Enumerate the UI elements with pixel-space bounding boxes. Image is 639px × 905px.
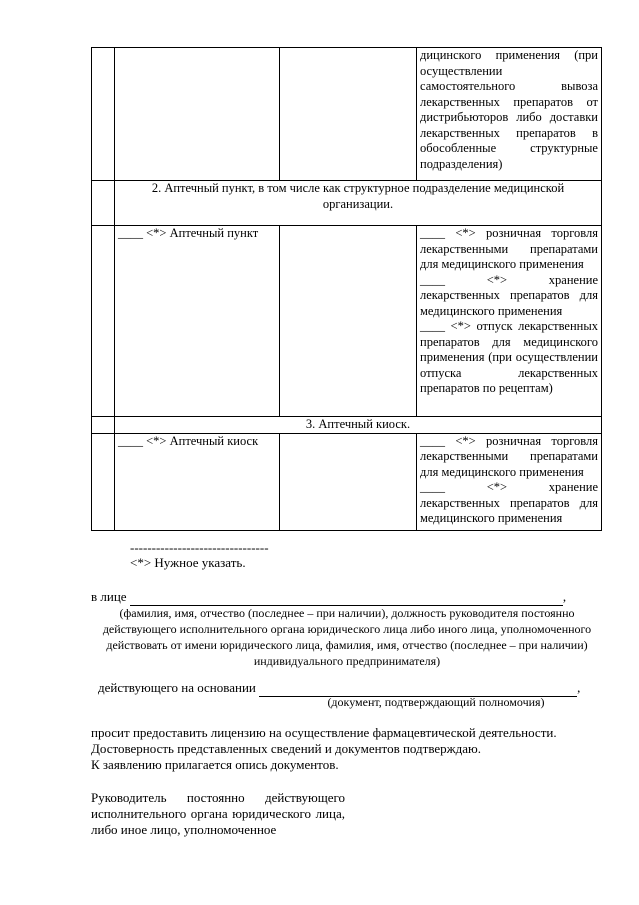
table-row — [92, 417, 602, 434]
footnote-separator: -------------------------------- — [130, 540, 269, 555]
license-activity-table — [91, 47, 602, 531]
person-line: в лице , — [91, 589, 567, 604]
table-row — [92, 433, 602, 530]
facility-type-cell: ____ <*> Аптечный пункт — [115, 226, 280, 417]
activity-item: ____ <*> хранение лекарственных препаратов для медицинского применения — [420, 272, 598, 318]
activity-item: ____ <*> отпуск лекарственных препаратов для медицинского применения (при осуществлении отпуска лекарственных препаратов по рецептам) — [420, 319, 598, 395]
activity-cell: дицинского применения (при осуществлении самостоятельного вывоза лекарственных препаратов от дистрибьюторов либо доставки лекарственных препаратов в обособленные структурные подразделения) — [417, 48, 602, 181]
activity-cell — [417, 226, 602, 417]
request-line: просит предоставить лицензию на осуществление фармацевтической деятельности. — [91, 725, 557, 740]
table-row — [92, 48, 602, 181]
signature-block: Руководитель постоянно действующего исполнительного органа юридического лица, либо иное лицо, уполномоченное — [91, 790, 345, 837]
person-input-line[interactable] — [130, 589, 563, 606]
activity-item: ____ <*> розничная торговля лекарственными препаратами для медицинского применения — [420, 433, 598, 479]
person-hint: (фамилия, имя, отчество (последнее – при наличии), должность руководителя постоянно действующего исполнительного органа юридического лица либо иного лица, уполномоченного действовать от имени юридического лица, фамилия, имя, отчество (последнее – при наличии) индивидуального предпринимателя) — [102, 606, 592, 668]
section-heading: 3. Аптечный киоск. — [115, 417, 602, 434]
request-line: К заявлению прилагается опись документов. — [91, 757, 339, 772]
table-row — [92, 181, 602, 226]
activity-item: ____ <*> хранение лекарственных препаратов для медицинского применения — [420, 480, 598, 525]
activity-item: ____ <*> розничная торговля лекарственными препаратами для медицинского применения — [420, 226, 598, 271]
basis-hint: (документ, подтверждающий полномочия) — [327, 695, 545, 709]
basis-line: действующего на основании , — [98, 680, 581, 695]
facility-type-cell: ____ <*> Аптечный киоск — [115, 433, 280, 530]
footnote-text: <*> Нужное указать. — [130, 555, 246, 570]
section-heading: 2. Аптечный пункт, в том числе как структурное подразделение медицинской организации. — [115, 181, 602, 226]
request-line: Достоверность представленных сведений и документов подтверждаю. — [91, 741, 481, 756]
activity-cell — [417, 433, 602, 530]
basis-label: действующего на основании — [98, 680, 256, 695]
table-row — [92, 226, 602, 417]
person-label: в лице — [91, 589, 127, 604]
